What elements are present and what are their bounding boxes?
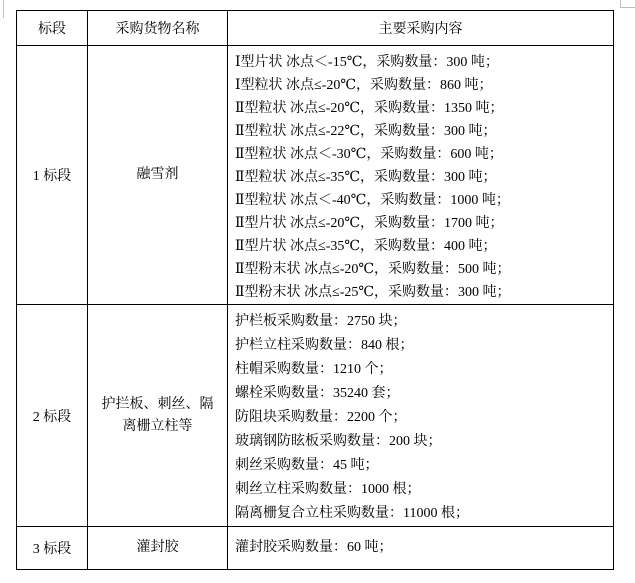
content-line: Ⅱ型粒状 冰点≤-35℃，采购数量：300 吨； [235, 170, 497, 185]
section-3-goods [88, 527, 228, 570]
content-line: Ⅰ型粒状 冰点≤-20℃，采购数量：860 吨； [235, 78, 493, 93]
content-line: Ⅱ型粉末状 冰点≤-20℃，采购数量：500 吨； [235, 262, 511, 277]
content-line: 护栏板采购数量：2750 块； [235, 314, 407, 329]
table-row-section-3 [17, 527, 614, 570]
page-margin-mark-top-left [3, 0, 4, 18]
goods-name: 护拦板、刺丝、隔离栅立柱等 [101, 396, 214, 434]
content-line: Ⅱ型片状 冰点≤-20℃，采购数量：1700 吨； [235, 216, 504, 231]
content-line: 隔离栅复合立柱采购数量：11000 根； [235, 506, 469, 521]
content-line: Ⅰ型片状 冰点＜-15℃，采购数量：300 吨； [235, 55, 499, 70]
content-line: 护栏立柱采购数量：840 根； [235, 338, 414, 353]
section-1-label: 1 标段 [17, 46, 88, 305]
table-row-section-2 [17, 305, 614, 527]
content-line: 螺栓采购数量：35240 套； [235, 386, 400, 401]
section-1-goods [88, 46, 228, 305]
column-header-section: 标段 [17, 11, 88, 46]
table-row-section-1 [17, 46, 614, 305]
table-header-row [17, 11, 614, 46]
column-header-goods: 采购货物名称 [88, 11, 228, 46]
content-line: 刺丝立柱采购数量：1000 根； [235, 482, 421, 497]
content-line: 柱帽采购数量：1210 个； [235, 362, 393, 377]
content-line: Ⅱ型粒状 冰点＜-30℃，采购数量：600 吨； [235, 147, 503, 162]
section-2-goods [88, 305, 228, 527]
content-line: Ⅱ型粒状 冰点≤-22℃，采购数量：300 吨； [235, 124, 497, 139]
content-line: Ⅱ型片状 冰点≤-35℃，采购数量：400 吨； [235, 239, 497, 254]
section-1-content [228, 46, 614, 305]
content-line: 刺丝采购数量：45 吨； [235, 458, 379, 473]
content-line: 玻璃钢防眩板采购数量：200 块； [235, 434, 442, 449]
procurement-table [16, 10, 614, 570]
section-3-label: 3 标段 [17, 527, 88, 570]
content-line: Ⅱ型粉末状 冰点≤-25℃，采购数量：300 吨； [235, 285, 511, 300]
goods-name: 灌封胶 [136, 540, 179, 555]
section-2-label: 2 标段 [17, 305, 88, 527]
content-line: 防阻块采购数量：2200 个； [235, 410, 407, 425]
column-header-content: 主要采购内容 [228, 11, 614, 46]
content-line: 灌封胶采购数量：60 吨； [235, 540, 393, 555]
page-margin-mark-top-right-horizontal [620, 7, 635, 8]
content-line: Ⅱ型粒状 冰点≤-20℃，采购数量：1350 吨； [235, 101, 504, 116]
goods-name: 融雪剂 [136, 167, 179, 182]
section-2-content [228, 305, 614, 527]
content-line: Ⅱ型粒状 冰点＜-40℃，采购数量：1000 吨； [235, 193, 510, 208]
section-3-content [228, 527, 614, 570]
